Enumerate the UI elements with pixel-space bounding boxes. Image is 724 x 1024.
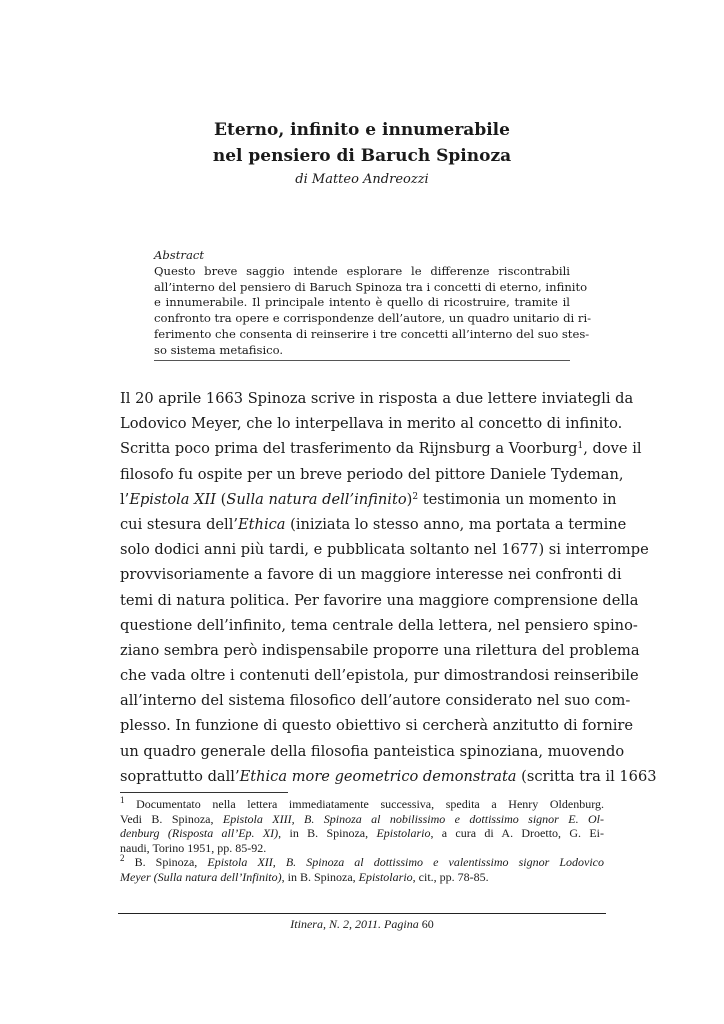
body-line: cui stesura dell’Ethica (iniziata lo stesso anno, ma portata a termine	[120, 515, 627, 533]
page-number: 60	[421, 917, 434, 931]
body-line: l’Epistola XII (Sulla natura dell’infinito)$^2$ testimonia un momento in	[120, 490, 617, 508]
body-line: ziano sembra però indispensabile proporre una rilettura del problema	[120, 641, 640, 659]
body-line: un quadro generale della filosofia panteistica spinoziana, muovendo	[120, 742, 625, 760]
body-line: provvisoriamente a favore di un maggiore interesse nei confronti di	[120, 566, 622, 584]
footnote-separator	[120, 792, 288, 793]
page-title-line-1: Eterno, infinito e innumerabile	[214, 120, 510, 140]
body-line: plesso. In funzione di questo obiettivo si cercherà anzitutto di fornire	[120, 717, 634, 735]
footnote-1-line: Vedi B. Spinoza, Epistola XIII, B. Spinoza al nobilissimo e dottissimo signor E. Ol-	[120, 811, 604, 826]
body-line: filosofo fu ospite per un breve periodo del pittore Daniele Tydeman,	[120, 465, 624, 483]
footnote-1: $^1$ Documentato nella lettera immediatamente successiva, spedita a Henry Oldenburg.	[120, 795, 604, 811]
body-line: soprattutto dall’Ethica more geometrico demonstrata (scritta tra il 1663	[120, 767, 657, 785]
body-line: questione dell’infinito, tema centrale della lettera, nel pensiero spino-	[120, 616, 638, 634]
footer-divider	[118, 913, 606, 914]
body-line: all’interno del sistema filosofico dell’autore considerato nel suo com-	[120, 692, 631, 710]
abstract-line: e innumerabile. Il principale intento è quello di ricostruire, tramite il	[154, 295, 570, 310]
footnotes-block	[120, 797, 604, 885]
body-line: Il 20 aprile 1663 Spinoza scrive in risposta a due lettere inviategli da	[120, 390, 634, 407]
body-paragraph	[120, 386, 657, 789]
body-line: Scritta poco prima del trasferimento da Rijnsburg a Voorburg$^1$, dove il	[120, 440, 642, 458]
body-line: solo dodici anni più tardi, e pubblicata soltanto nel 1677) si interrompe	[120, 541, 649, 559]
footnote-1-line: naudi, Torino 1951, pp. 85-92.	[120, 840, 267, 855]
footnote-1-line: denburg (Risposta all’Ep. XI), in B. Spinoza, Epistolario, a cura di A. Droetto, G. Ei-	[120, 826, 605, 841]
page-footer	[0, 917, 724, 932]
body-line: Lodovico Meyer, che lo interpellava in merito al concetto di infinito.	[120, 415, 623, 433]
body-line: temi di natura politica. Per favorire una maggiore comprensione della	[120, 591, 639, 609]
abstract-label: Abstract	[154, 248, 205, 262]
abstract-line: confronto tra opere e corrispondenze dell’autore, un quadro unitario di ri-	[154, 311, 592, 326]
abstract-divider	[154, 360, 570, 361]
page-title-line-2: nel pensiero di Baruch Spinoza	[212, 146, 512, 166]
author-byline: di Matteo Andreozzi	[295, 172, 429, 187]
journal-citation: Itinera, N. 2, 2011. Pagina	[290, 917, 419, 931]
abstract-line: ferimento che consenta di reinserire i tre concetti all’interno del suo stes-	[154, 326, 590, 341]
footnote-2-line: Meyer (Sulla natura dell’Infinito), in B. Spinoza, Epistolario, cit., pp. 78-85.	[120, 869, 489, 884]
abstract-line: Questo breve saggio intende esplorare le differenze riscontrabili	[154, 263, 570, 278]
abstract-block	[154, 248, 592, 359]
footnote-ref-1[interactable]: 1	[577, 441, 584, 452]
footnote-ref-2[interactable]: 2	[412, 491, 419, 502]
body-line: che vada oltre i contenuti dell’epistola, pur dimostrandosi reinseribile	[120, 667, 639, 685]
abstract-line: all’interno del pensiero di Baruch Spinoza tra i concetti di eterno, infinito	[154, 279, 588, 294]
footnote-2: $^2$ B. Spinoza, Epistola XII, B. Spinoza al dottissimo e valentissimo signor Lodovico	[120, 853, 604, 870]
abstract-line: so sistema metafisico.	[154, 342, 284, 357]
